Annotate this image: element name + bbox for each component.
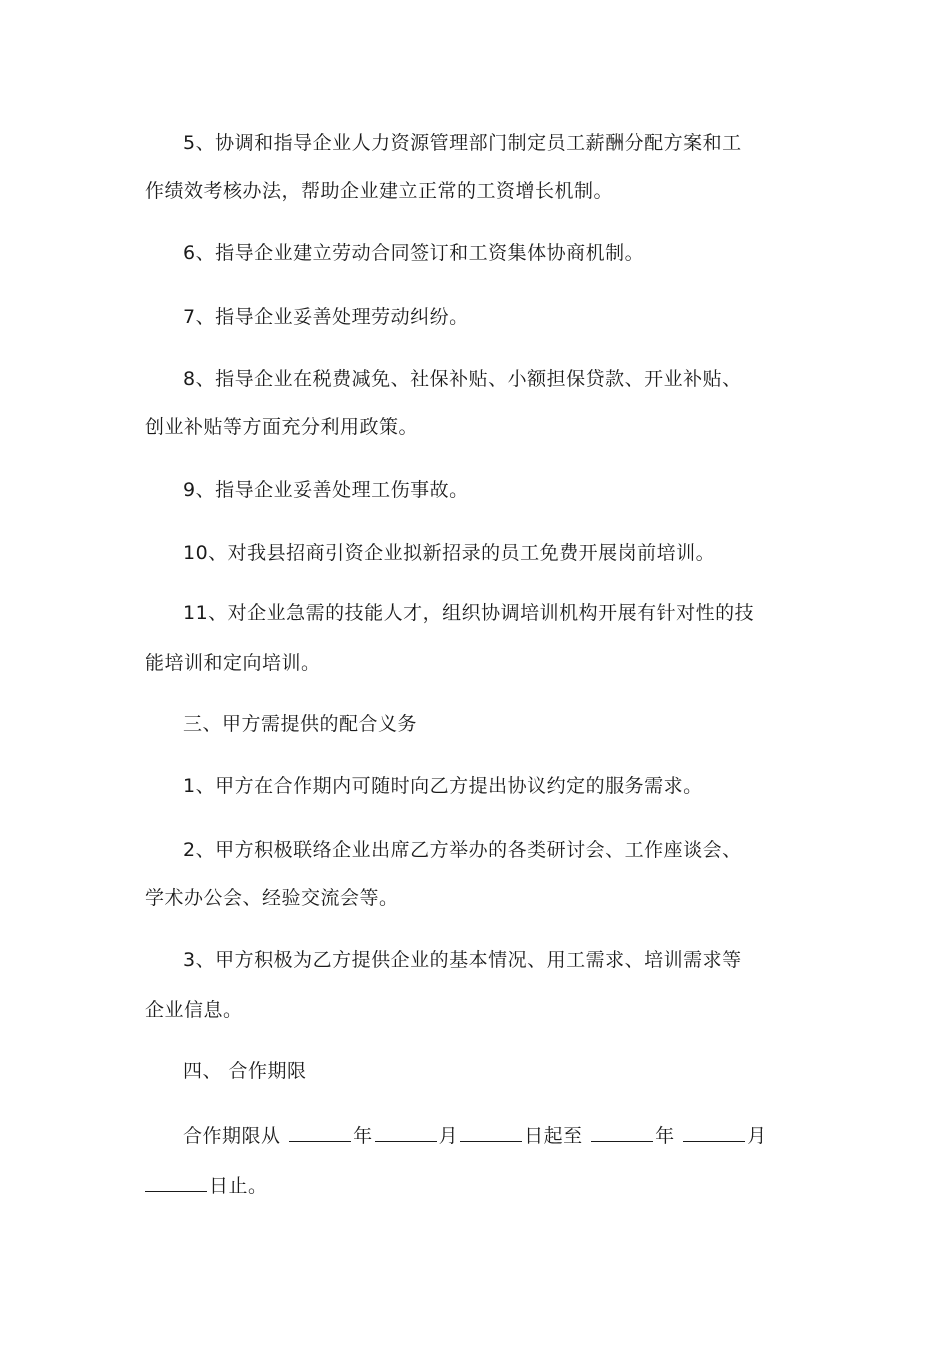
start-month-blank xyxy=(375,1121,437,1142)
term-end: 日止。 xyxy=(209,1175,268,1197)
start-day-blank xyxy=(460,1121,522,1142)
section-4-heading: 四、 合作期限 xyxy=(183,1060,307,1082)
term-line-1 xyxy=(183,1121,767,1149)
paragraph-8-line-2: 创业补贴等方面充分利用政策。 xyxy=(145,416,419,438)
start-year-blank xyxy=(289,1121,351,1142)
obligation-3-line-1: 3、甲方积极为乙方提供企业的基本情况、用工需求、培训需求等 xyxy=(183,949,742,971)
start-year-label: 年 xyxy=(353,1125,373,1147)
end-month-label: 月 xyxy=(747,1125,767,1147)
start-day-label: 日起至 xyxy=(524,1125,583,1147)
paragraph-10: 10、对我县招商引资企业拟新招录的员工免费开展岗前培训。 xyxy=(183,542,716,564)
paragraph-7: 7、指导企业妥善处理劳动纠纷。 xyxy=(183,306,469,328)
paragraph-11-line-2: 能培训和定向培训。 xyxy=(145,652,321,674)
obligation-2-line-2: 学术办公会、经验交流会等。 xyxy=(145,887,399,909)
paragraph-5-line-1: 5、协调和指导企业人力资源管理部门制定员工薪酬分配方案和工 xyxy=(183,132,742,154)
end-year-label: 年 xyxy=(655,1125,675,1147)
term-prefix: 合作期限从 xyxy=(183,1125,281,1147)
paragraph-8-line-1: 8、指导企业在税费减免、社保补贴、小额担保贷款、开业补贴、 xyxy=(183,368,742,390)
obligation-3-line-2: 企业信息。 xyxy=(145,999,243,1021)
end-month-blank xyxy=(683,1121,745,1142)
end-day-blank xyxy=(145,1171,207,1192)
section-3-heading: 三、甲方需提供的配合义务 xyxy=(183,713,418,735)
paragraph-11-line-1: 11、对企业急需的技能人才，组织协调培训机构开展有针对性的技 xyxy=(183,602,755,624)
start-month-label: 月 xyxy=(438,1125,459,1147)
term-line-2 xyxy=(145,1171,268,1199)
obligation-1: 1、甲方在合作期内可随时向乙方提出协议约定的服务需求。 xyxy=(183,775,703,797)
paragraph-9: 9、指导企业妥善处理工伤事故。 xyxy=(183,479,469,501)
obligation-2-line-1: 2、甲方积极联络企业出席乙方举办的各类研讨会、工作座谈会、 xyxy=(183,839,742,861)
paragraph-5-line-2: 作绩效考核办法，帮助企业建立正常的工资增长机制。 xyxy=(145,180,614,202)
paragraph-6: 6、指导企业建立劳动合同签订和工资集体协商机制。 xyxy=(183,242,645,264)
end-year-blank xyxy=(591,1121,653,1142)
